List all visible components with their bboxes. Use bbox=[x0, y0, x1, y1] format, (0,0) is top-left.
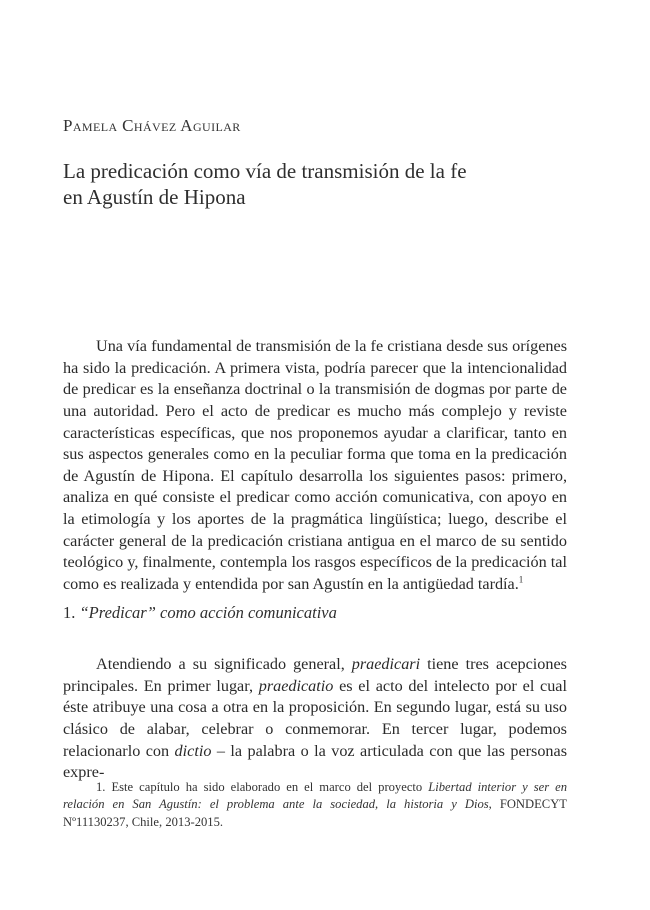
body-paragraph bbox=[63, 654, 567, 784]
chapter-title-line-2: en Agustín de Hipona bbox=[63, 185, 246, 209]
section-title: “Predicar” como acción comunicativa bbox=[79, 603, 337, 622]
body-text-segment: Atendiendo a su significado general, bbox=[96, 655, 352, 674]
body-text-segment: tiene tres acepciones principales. En primer lugar, bbox=[63, 655, 567, 695]
chapter-title bbox=[63, 158, 583, 210]
body-text-segment: es el acto del intelecto por el cual éste atribuye una cosa a otra en la proposición. En segundo lugar, está su uso clásico de alabar, celebrar o conmemorar. En tercer lugar, podemos relacionarlo con bbox=[63, 676, 567, 760]
abstract-text: Una vía fundamental de transmisión de la fe cristiana desde sus orígenes ha sido la predicación. A primera vista, podría parecer que la intencionalidad de predicar es la enseñanza doctrinal o la transmisión de dogmas por parte de una autoridad. Pero el acto de predicar es mucho más complejo y reviste características específicas, que nos proponemos ayudar a clarificar, tanto en sus aspectos generales como en la peculiar forma que toma en la predicación de Agustín de Hipona. El capítulo desarrolla los siguientes pasos: primero, analiza en qué consiste el predicar como acción comunicativa, con apoyo en la etimología y los aportes de la pragmática lingüística; luego, describe el carácter general de la predicación cristiana antigua en el marco de su sentido teológico y, finalmente, contempla los rasgos específicos de la predicación tal como es realizada y entendida por san Agustín en la antigüedad tardía. bbox=[63, 337, 567, 593]
footnote-text: , FONDECYT Nº11130237, Chile, 2013-2015. bbox=[63, 797, 567, 829]
footnote-project-title: Libertad interior y ser en relación en San Agustín: el problema ante la sociedad, la historia y Dios bbox=[63, 779, 568, 812]
section-heading bbox=[63, 603, 337, 623]
latin-term: dictio bbox=[174, 741, 212, 760]
body-text-segment: – la palabra o la voz articulada con que las personas expre- bbox=[63, 741, 567, 782]
latin-term: praedicari bbox=[351, 655, 421, 674]
latin-term: praedicatio bbox=[258, 676, 334, 695]
chapter-author: Pamela Chávez Aguilar bbox=[63, 116, 241, 135]
section-number: 1. bbox=[63, 603, 76, 622]
abstract-paragraph bbox=[63, 336, 567, 595]
chapter-title-line-1: La predicación como vía de transmisión de la fe bbox=[63, 159, 467, 183]
footnote-reference[interactable]: 1 bbox=[518, 574, 524, 585]
footnote-text: 1. Este capítulo ha sido elaborado en el marco del proyecto bbox=[96, 779, 429, 794]
footnote bbox=[63, 779, 567, 832]
